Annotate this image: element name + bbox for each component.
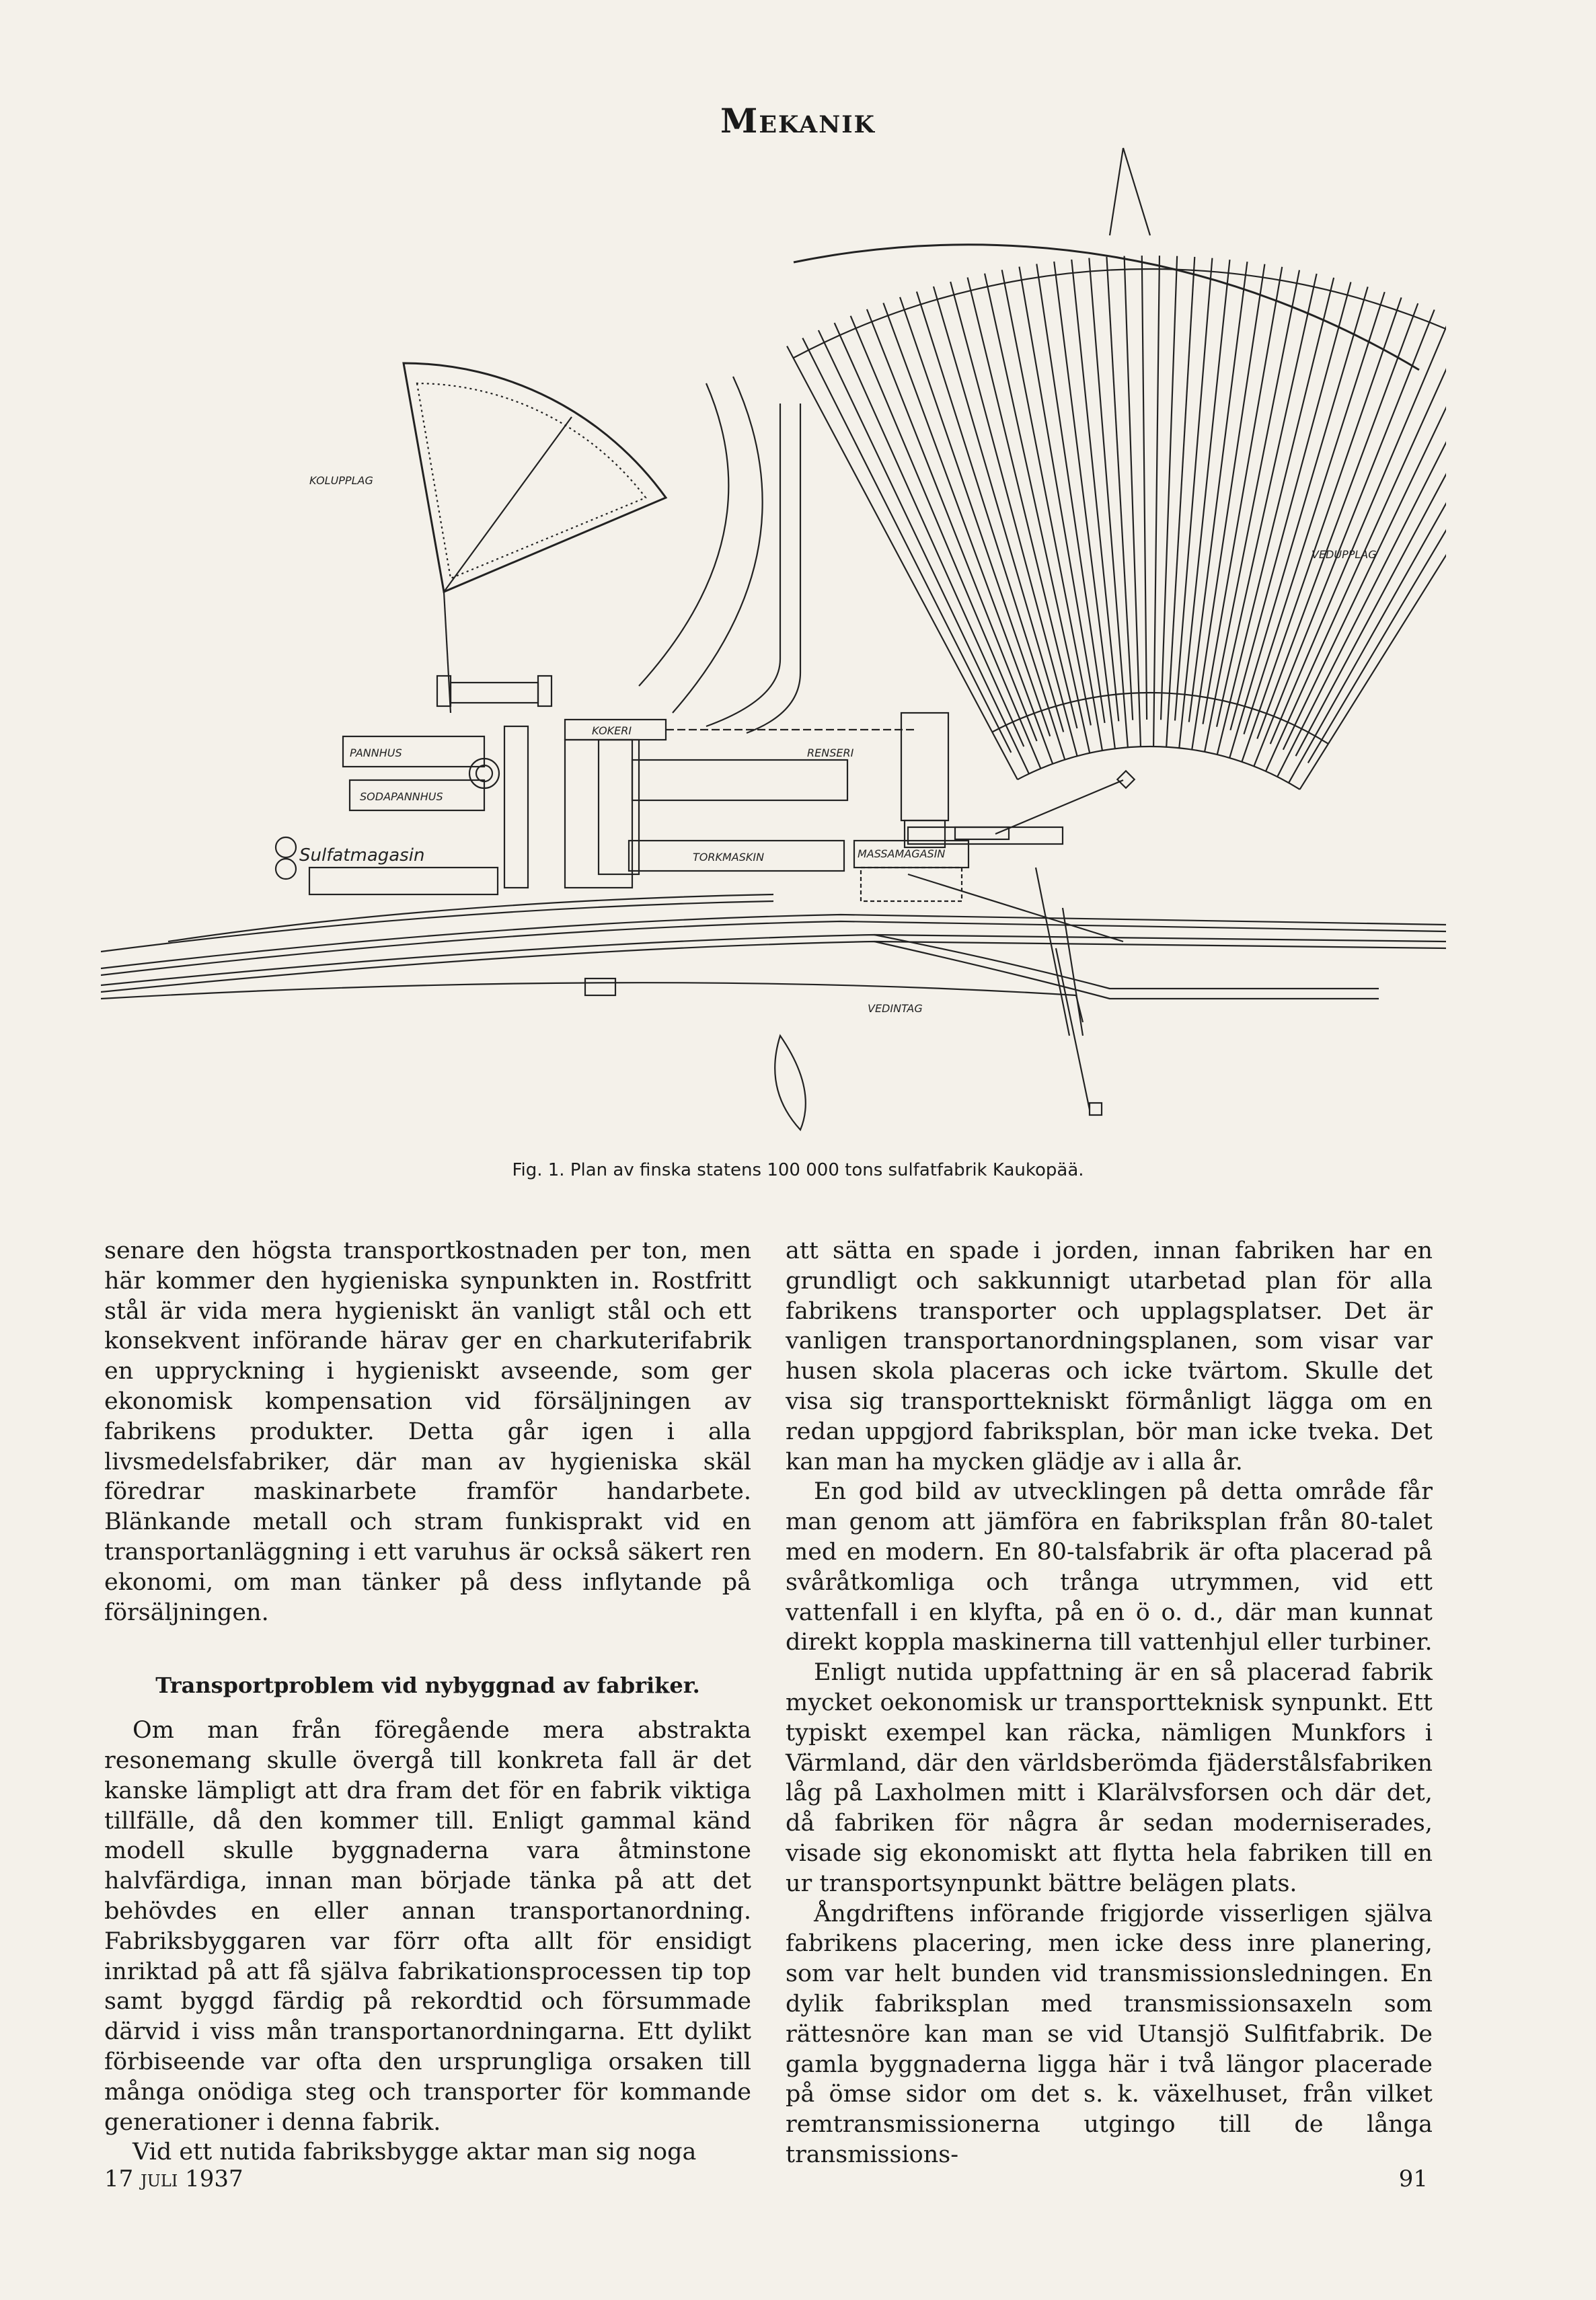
figure-caption: Fig. 1. Plan av finska statens 100 000 tons sulfatfabrik Kaukopää. — [512, 1160, 1084, 1180]
label-renseri: RENSERI — [807, 746, 854, 759]
wood-yard-fan — [787, 256, 1446, 790]
wood-row — [1166, 257, 1194, 747]
wood-row — [1300, 373, 1446, 790]
wood-row — [1002, 270, 1091, 725]
wood-row — [1054, 262, 1115, 749]
wood-row — [950, 282, 1077, 756]
wood-row — [802, 338, 1011, 753]
paragraph: Ångdriftens införande frigjorde visserligen själva fabrikens placering, men icke dess inre planering, som var helt bunden vid transmissionsledningen. En dylik fabriksplan med transmissionsaxeln som rättesnöre kan man se vid Utansjö Sulfitfabrik. De gamla byggnaderna ligga här i två längor placerade på ömse sidor om det s. k. växelhuset, från vilket remtransmissionerna utgingo till de långa transmissions- — [786, 1900, 1433, 2168]
wood-row — [867, 309, 1037, 741]
wood-row — [1019, 267, 1102, 751]
running-head: Mekanik — [720, 101, 876, 141]
label-kolupplag: KOLUPPLAG — [309, 474, 373, 487]
left-column — [104, 1236, 751, 2168]
wood-row — [1142, 256, 1147, 720]
wood-row — [1217, 278, 1334, 755]
wood-row — [1217, 274, 1317, 727]
issue-year: 1937 — [185, 2165, 243, 2192]
wood-row-arc — [793, 269, 1446, 385]
wood-row — [1179, 260, 1229, 748]
wood-row — [819, 330, 1029, 773]
wood-row — [1153, 256, 1160, 746]
wood-row — [1308, 364, 1446, 763]
label-torkmaskin: TORKMASKIN — [693, 851, 765, 864]
paragraph: att sätta en spade i jorden, innan fabriken har en grundligt och sakkunnigt utarbetad plan för alla fabrikens transporter och upplagsplatser. Det är vanligen transportanordningsplanen, som visar var husen skola placeras och icke tvärtom. Skulle det visa sig transporttekniskt förmånligt lägga om en redan uppgjord fabriksplan, bör man icke tveka. Det kan man ha mycken glädje av i alla år. — [786, 1237, 1433, 1475]
paragraph: En god bild av utvecklingen på detta område får man genom att jämföra en fabriksplan från 80-talet med en modern. En 80-talsfabrik är ofta placerad på svåråtkomliga och trånga utrymmen, vid ett vattenfall i en klyfta, på en ö o. d., där man kunnat direkt koppla maskinerna till vattenhjul eller turbiner. — [786, 1478, 1433, 1656]
issue-date — [104, 2165, 243, 2192]
issue-day: 17 — [104, 2165, 134, 2192]
section-heading: Transportproblem vid nybyggnad av fabriker. — [155, 1673, 700, 1699]
paragraph: Vid ett nutida fabriksbygge aktar man sig noga — [132, 2139, 697, 2166]
wood-row — [1230, 282, 1351, 730]
wood-row-arc — [1018, 746, 1300, 790]
label-vedupplag: VEDUPPLAG — [1312, 548, 1377, 561]
label-sulfatmagasin: Sulfatmagasin — [299, 845, 425, 866]
paragraph: senare den högsta transportkostnaden per ton, men här kommer den hygieniska synpunkten in. Rostfritt stål är vida mera hygieniskt än vanligt stål och ett konsekvent införande härav ger en charkuterifabrik en uppryckning i hygieniskt avseende, som ger ekonomisk kompensation vid försäljningen av fabrikens produkter. Detta går igen i alla livsmedelsfabriker, där man av hygieniska skäl föredrar maskinarbete framför handarbete. Blänkande metall och stram funkisprakt vid en transportanläggning i ett varuhus är också säkert ren ekonomi, om man tänker på dess inflytande på försäljningen. — [104, 1237, 751, 1626]
wood-row — [1203, 267, 1283, 724]
paragraph: Enligt nutida uppfattning är en så placerad fabrik mycket oekonomisk ur transportteknisk synpunkt. Ett typiskt exempel kan räcka, nämligen Munkfors i Värmland, där den världsberömda fjäderstålsfabriken låg på Laxholmen mitt i Klarälvsforsen och där det, då fabriken för några år sedan moderniserades, visade sig ekonomiskt att flytta hela fabriken till en ur transportsynpunkt bättre belägen plats. — [786, 1659, 1433, 1897]
wood-row — [1161, 256, 1177, 720]
label-pannhus: PANNHUS — [350, 746, 402, 759]
wood-row — [835, 323, 1024, 746]
page-number: 91 — [1398, 2165, 1428, 2192]
paragraph: Om man från föregående mera abstrakta resonemang skulle övergå till konkreta fall är det kanske lämpligt att dra fram det för en fabrik viktiga tillfälle, då den kommer till. Enligt gammal känd modell skulle byggnaderna vara åtminstone halvfärdiga, innan man började tänka på att det behövdes en eller annan transportanordning. Fabriksbyggaren var förr ofta allt för ensidigt inriktad på att få själva fabrikationsprocessen tip top samt byggd färdig på rekordtid och försummade därvid i viss mån transportanordningarna. Ett dylikt förbiseende var ofta den ursprungliga orsaken till många onödiga steg och transporter för kommande generationer i denna fabrik. — [104, 1717, 751, 2136]
label-vedintag: VEDINTAG — [868, 1002, 923, 1015]
issue-month: juli — [141, 2165, 178, 2192]
wood-row — [1242, 297, 1401, 761]
wood-row — [934, 286, 1063, 732]
label-kokeri: KOKERI — [592, 724, 632, 737]
right-column — [786, 1236, 1433, 2170]
wood-row — [1254, 310, 1434, 767]
label-sodapannhus: SODAPANNHUS — [360, 790, 443, 803]
wood-row — [1125, 256, 1141, 747]
wood-row — [787, 346, 1018, 780]
wood-row — [900, 297, 1050, 736]
label-massamagasin: MASSAMAGASIN — [858, 847, 946, 860]
wood-row — [1257, 303, 1418, 738]
wood-row — [883, 303, 1053, 764]
factory-plan-figure — [101, 135, 1446, 1157]
wood-row — [1189, 262, 1248, 722]
wood-row — [1089, 258, 1128, 748]
